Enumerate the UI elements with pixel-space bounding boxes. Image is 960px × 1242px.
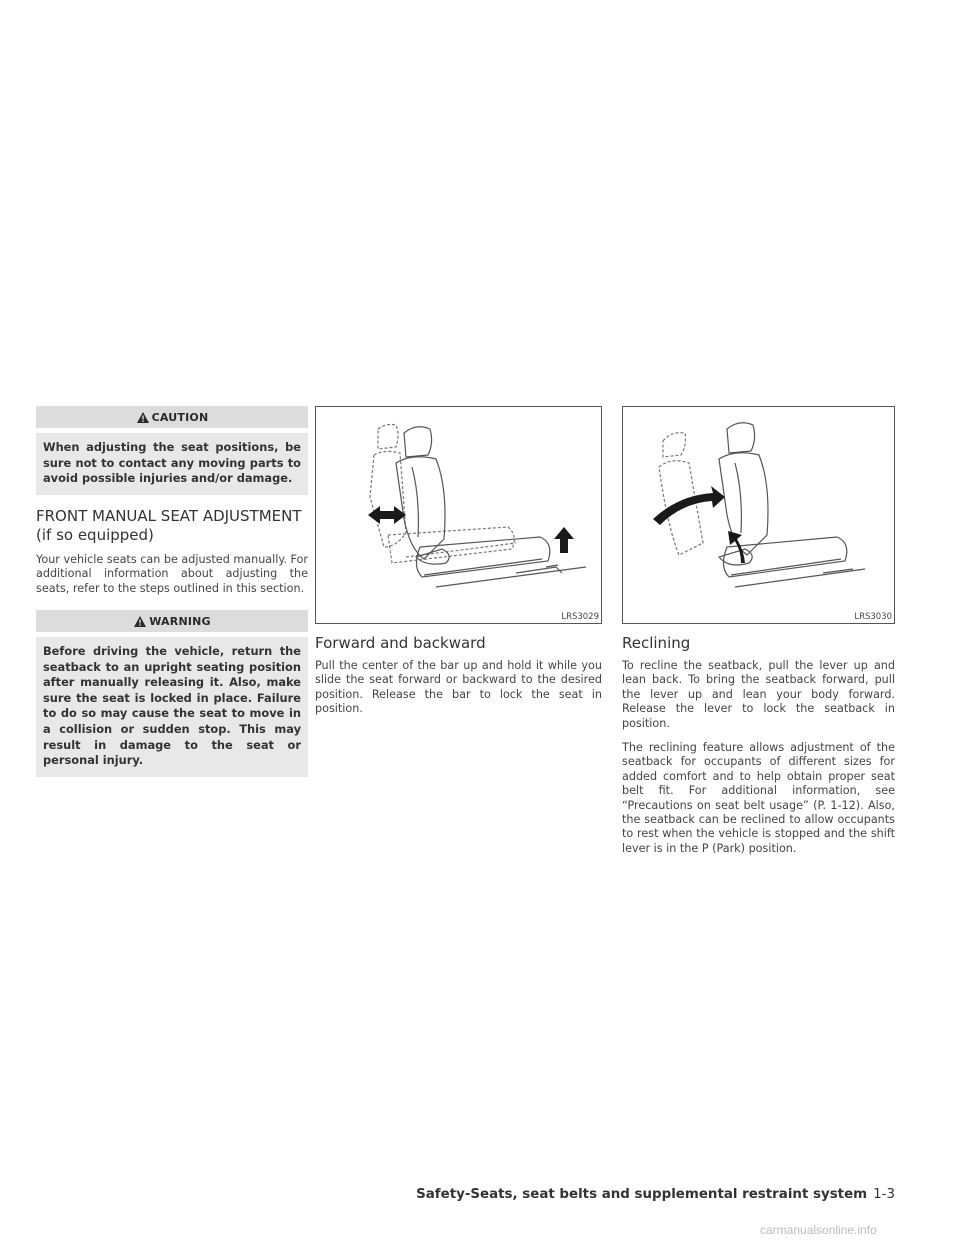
- page-number: 1-3: [873, 1187, 895, 1202]
- left-column: [36, 406, 308, 777]
- figure-seat-slide: [315, 406, 602, 624]
- figure-seat-recline: [622, 406, 895, 624]
- figure-code: LRS3029: [561, 612, 599, 622]
- right-column: [622, 406, 895, 866]
- up-arrow: [554, 527, 574, 553]
- double-arrow: [368, 506, 406, 524]
- forward-paragraph: Pull the center of the bar up and hold it while you slide the seat forward or backward to the desired position. Release the bar to lock the seat in position.: [315, 659, 602, 716]
- caution-label: CAUTION: [151, 410, 209, 424]
- intro-paragraph: Your vehicle seats can be adjusted manually. For additional information about adjusting the seats, refer to the steps outlined in this section.: [36, 552, 308, 595]
- reclining-paragraph-2: The reclining feature allows adjustment of the seatback for occupants of different sizes for added comfort and to help obtain proper seat belt fit. For additional information, see “Precautions on seat belt usage” (P. 1-12). Also, the seatback can be reclined to allow occupants to rest when the vehicle is stopped and the shift lever is in the P (Park) position.: [622, 741, 895, 855]
- seat-recline-illustration: [623, 407, 896, 625]
- warning-text: Before driving the vehicle, return the seatback to an upright seating position after manually releasing it. Also, make sure the seat is locked in place. Failure to do so may cause the seat to move in a collision or sudden stop. This may result in damage to the seat or personal injury.: [36, 637, 308, 777]
- page-footer: [416, 1187, 895, 1202]
- section-title: FRONT MANUAL SEAT ADJUSTMENT (if so equipped): [36, 506, 302, 544]
- reclining-paragraph-1: To recline the seatback, pull the lever up and lean back. To bring the seatback forward, pull the lever up and lean your body forward. Release the lever to lock the seatback in position.: [622, 659, 895, 730]
- caution-text: When adjusting the seat positions, be sure not to contact any moving parts to avoid possible injuries and/or damage.: [36, 433, 308, 495]
- middle-column: [315, 406, 602, 727]
- curved-arrow: [653, 486, 725, 525]
- forward-title: Forward and backward: [315, 634, 486, 652]
- seat-slide-illustration: [316, 407, 603, 625]
- chapter-title: Safety-Seats, seat belts and supplemental restraint system: [416, 1187, 868, 1202]
- warning-header: [36, 610, 308, 632]
- reclining-title: Reclining: [622, 634, 691, 652]
- caution-header: [36, 406, 308, 428]
- watermark: carmanualsonline.info: [760, 1223, 877, 1237]
- warning-triangle-icon: [133, 615, 147, 628]
- warning-triangle-icon: [136, 411, 150, 424]
- figure-code: LRS3030: [854, 612, 892, 622]
- warning-label: WARNING: [149, 614, 211, 628]
